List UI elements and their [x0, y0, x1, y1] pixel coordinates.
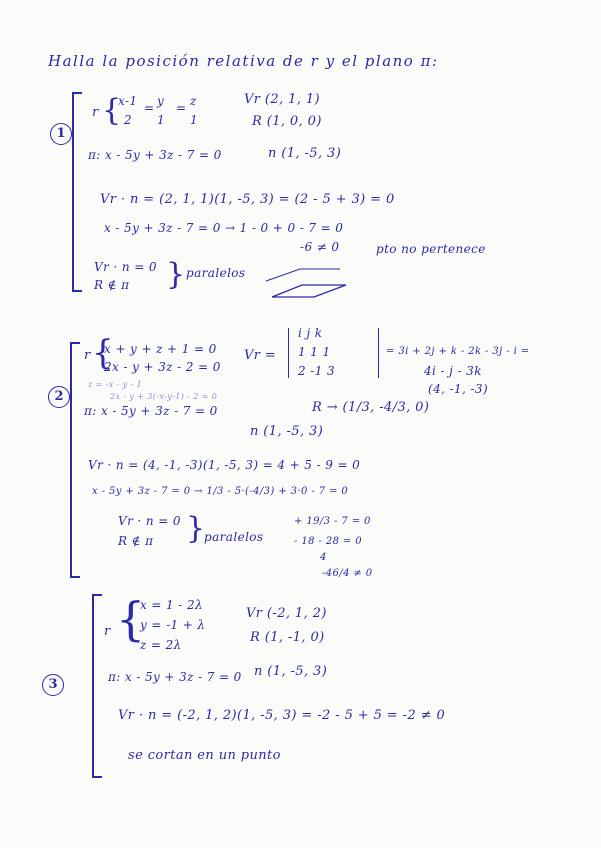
p2-plane: π: x - 5y + 3z - 7 = 0 — [84, 404, 218, 418]
p2-work-3: 4 — [320, 552, 327, 563]
p3-line-label: r — [104, 624, 111, 639]
p1-eq-sign-1: = — [144, 101, 155, 115]
p2-equation-2: 2x - y + 3z - 2 = 0 — [104, 360, 221, 374]
p1-plane: π: x - 5y + 3z - 7 = 0 — [88, 148, 222, 162]
p2-dot-product: Vr · n = (4, -1, -3)(1, -5, 3) = 4 + 5 - 9 = 0 — [88, 458, 361, 472]
p2-det-row-2: 1 1 1 — [298, 345, 331, 359]
p2-condition-point: R ∉ π — [118, 534, 154, 548]
p3-conclusion: se cortan en un punto — [128, 748, 281, 763]
page-title: Halla la posición relativa de r y el plano π: — [48, 52, 439, 70]
p2-work-2: - 18 - 28 = 0 — [294, 536, 363, 547]
p2-line-brace: { — [92, 333, 114, 373]
p2-direction-label: Vr = — [244, 348, 277, 363]
p3-dot-product: Vr · n = (-2, 1, 2)(1, -5, 3) = -2 - 5 + 5 = -2 ≠ 0 — [118, 708, 446, 723]
p1-condition-point: R ∉ π — [94, 278, 130, 292]
p2-conclusion: paralelos — [204, 530, 264, 544]
p2-work-4: -46/4 ≠ 0 — [322, 568, 373, 579]
problem-number-1: 1 — [50, 123, 72, 145]
p1-frac-x-den: 2 — [124, 113, 133, 127]
p1-frac-y-num: y — [157, 94, 165, 108]
p1-point: R (1, 0, 0) — [252, 114, 322, 129]
p3-equation-z: z = 2λ — [140, 638, 182, 652]
p1-result: -6 ≠ 0 — [300, 240, 340, 254]
p2-equation-1: x + y + z + 1 = 0 — [104, 342, 217, 356]
p1-direction-vector: Vr (2, 1, 1) — [244, 92, 321, 107]
p2-conclusion-brace: } — [186, 511, 206, 546]
p1-line-label: r — [92, 105, 99, 120]
p2-normal-vector: n (1, -5, 3) — [250, 424, 324, 439]
p2-scratch-1: z = -x - y - 1 — [88, 380, 143, 389]
p2-scratch-2: 2x - y + 3(-x-y-1) - 2 = 0 — [110, 392, 218, 401]
p1-line-brace: { — [102, 93, 122, 128]
p2-det-row-1: i j k — [298, 326, 323, 340]
p1-normal-vector: n (1, -5, 3) — [268, 146, 342, 161]
p1-not-belong: pto no pertenece — [376, 242, 486, 256]
p2-condition-dot: Vr · n = 0 — [118, 514, 181, 528]
p1-eq-sign-2: = — [176, 101, 187, 115]
p1-substitution: x - 5y + 3z - 7 = 0 → 1 - 0 + 0 - 7 = 0 — [104, 221, 344, 235]
p3-plane: π: x - 5y + 3z - 7 = 0 — [108, 670, 242, 684]
p1-frac-z-num: z — [190, 94, 197, 108]
p2-line-label: r — [84, 348, 91, 363]
problem-number-2: 2 — [48, 386, 70, 408]
p2-direction-vector: (4, -1, -3) — [428, 382, 489, 396]
p3-equation-x: x = 1 - 2λ — [140, 598, 204, 612]
p1-dot-product: Vr · n = (2, 1, 1)(1, -5, 3) = (2 - 5 + 3) = 0 — [100, 192, 395, 207]
p2-substitution: x - 5y + 3z - 7 = 0 → 1/3 - 5·(-4/3) + 3·0 - 7 = 0 — [92, 486, 349, 497]
p3-line-brace: { — [116, 592, 146, 646]
p3-normal-vector: n (1, -5, 3) — [254, 664, 328, 679]
p1-frac-z-den: 1 — [190, 113, 199, 127]
p2-cross-product: = 3i + 2j + k - 2k - 3j - i = — [386, 346, 530, 357]
p3-point: R (1, -1, 0) — [250, 630, 325, 645]
p3-equation-y: y = -1 + λ — [140, 618, 206, 632]
p2-work-1: + 19/3 - 7 = 0 — [294, 516, 371, 527]
p3-direction-vector: Vr (-2, 1, 2) — [246, 606, 327, 621]
p1-frac-x-num: x-1 — [118, 94, 138, 108]
p2-det-row-3: 2 -1 3 — [298, 364, 335, 378]
problem-number-3: 3 — [42, 674, 64, 696]
p1-frac-y-den: 1 — [157, 113, 166, 127]
p2-cross-simplified: 4i - j - 3k — [424, 364, 482, 378]
p1-conclusion-brace: } — [166, 257, 186, 292]
p2-point: R → (1/3, -4/3, 0) — [312, 400, 430, 415]
p1-condition-dot: Vr · n = 0 — [94, 260, 157, 274]
p1-conclusion: paralelos — [186, 266, 246, 280]
